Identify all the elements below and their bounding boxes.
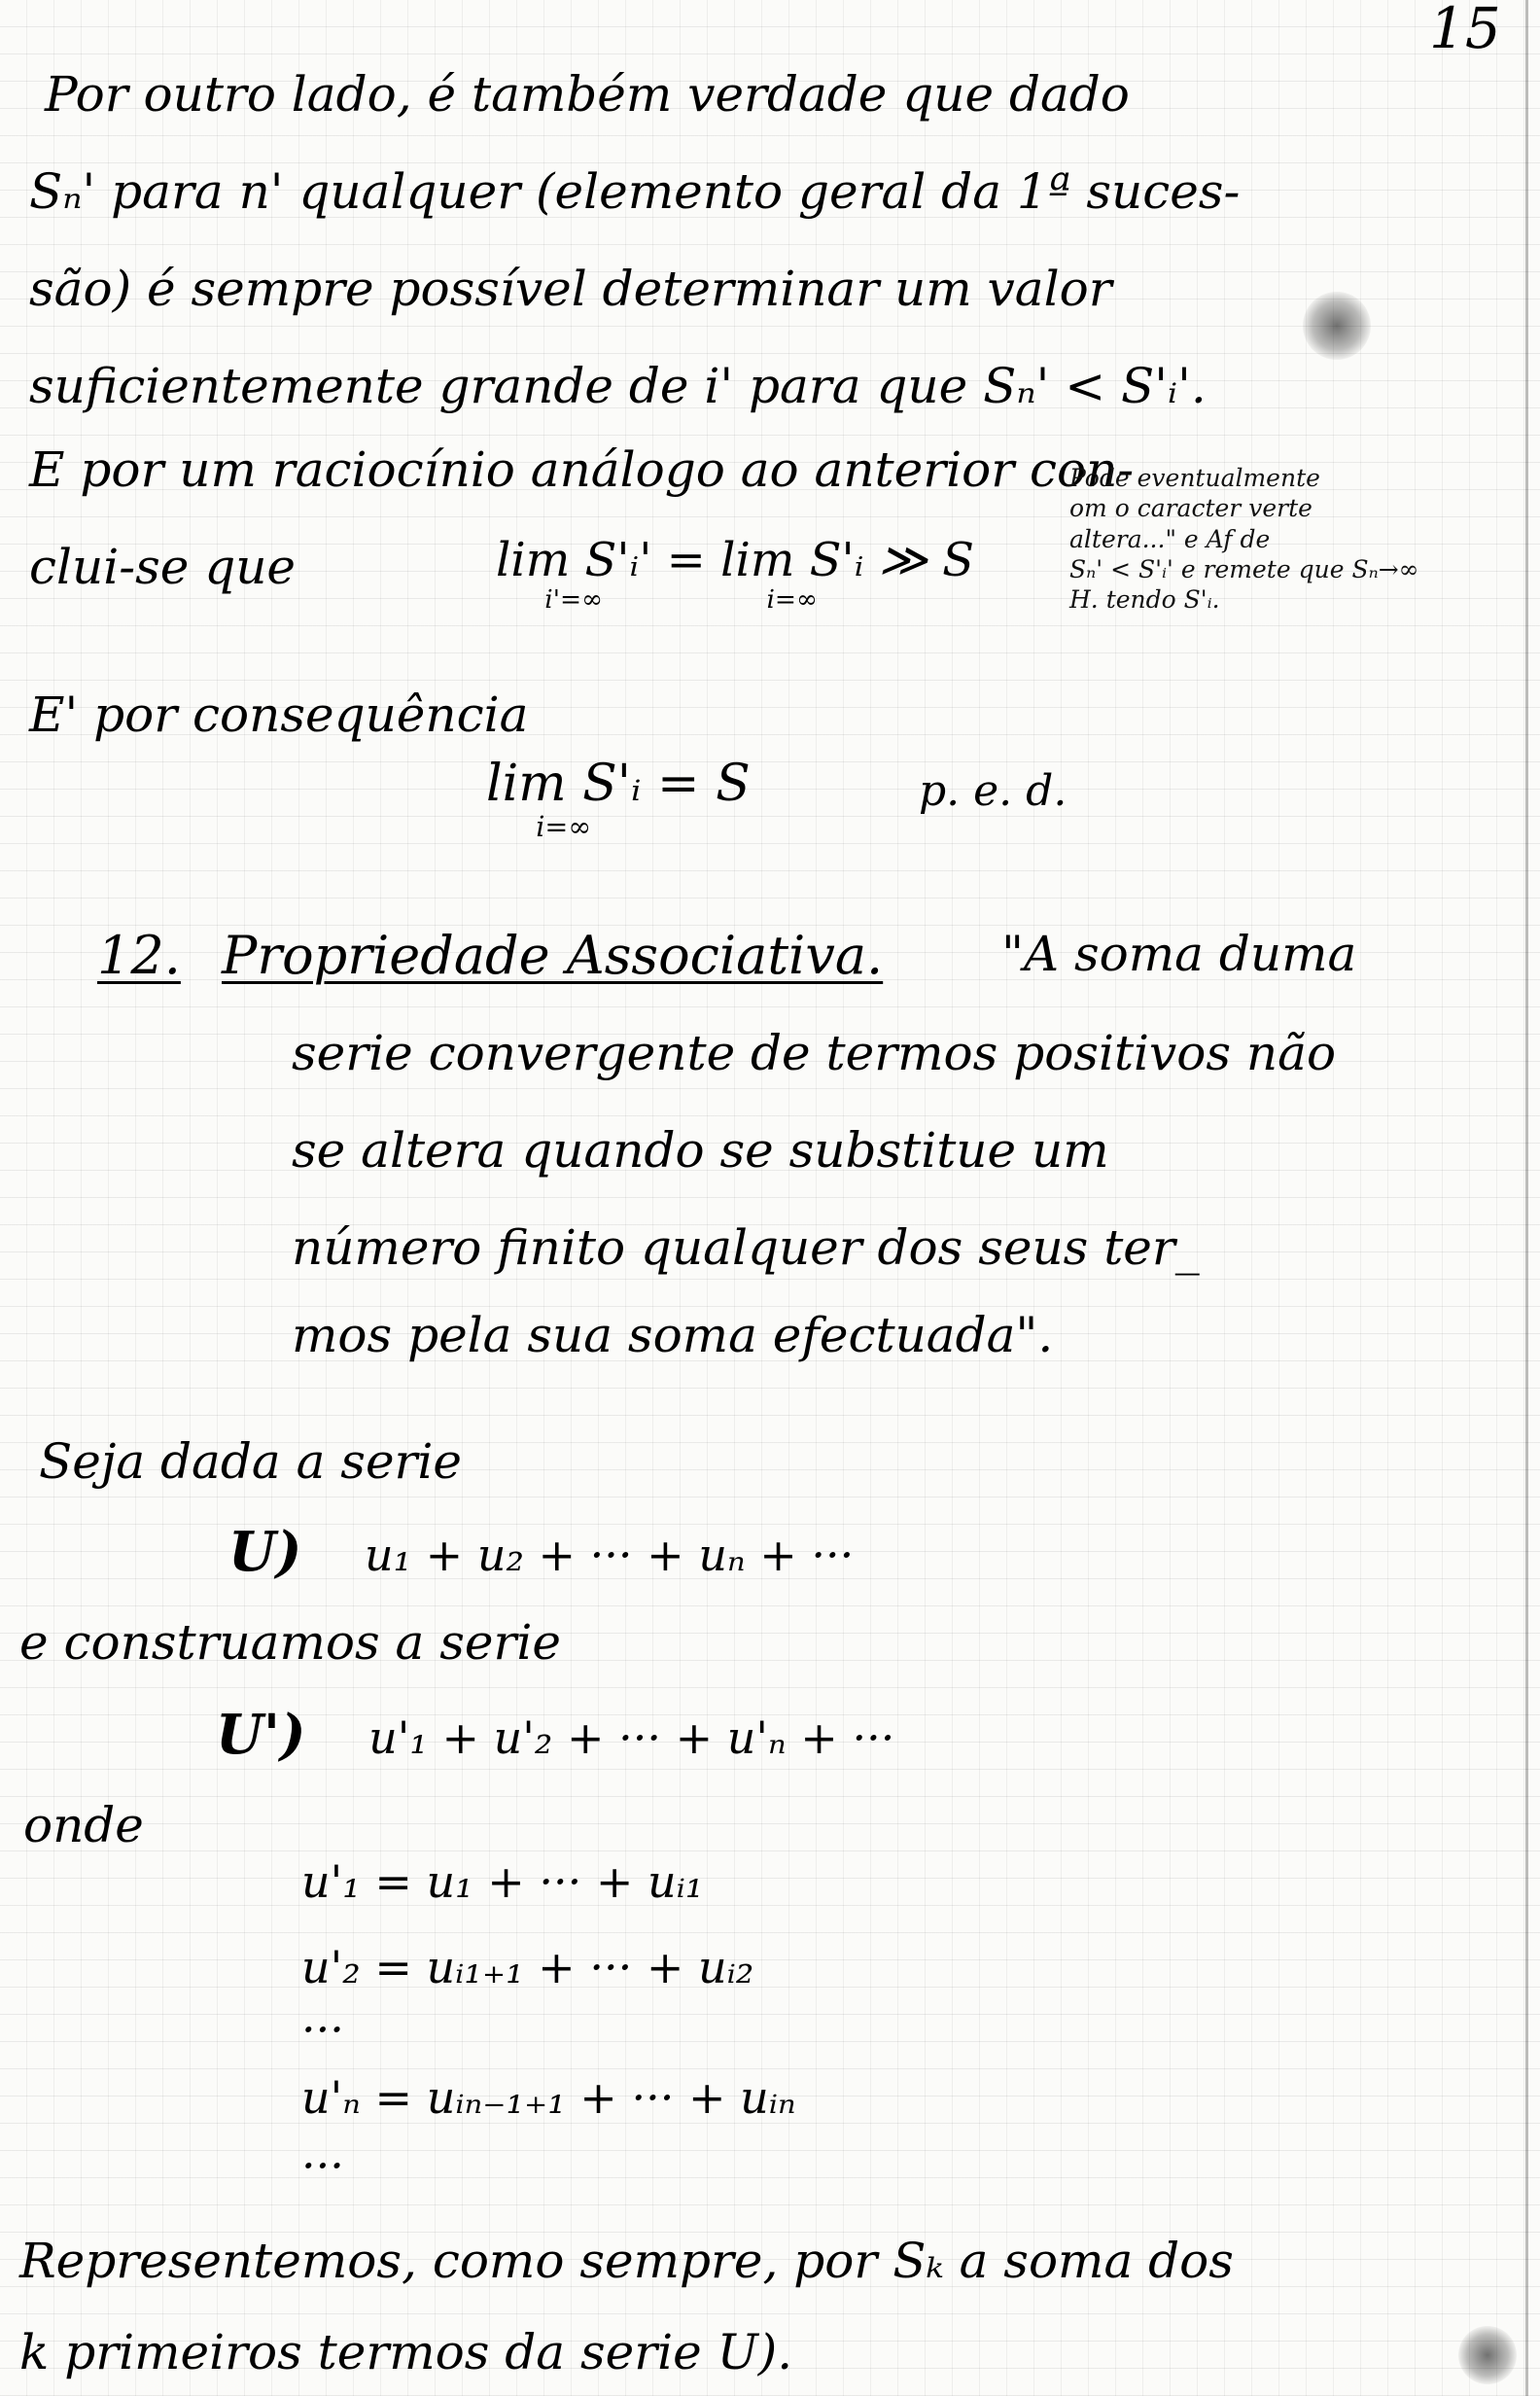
definition-2: u'₂ = uᵢ₁₊₁ + ··· + uᵢ₂ xyxy=(301,1941,754,1993)
section-statement-line-5: mos pela sua soma efectuada". xyxy=(292,1307,1054,1363)
section-statement-line-4: número finito qualquer dos seus ter_ xyxy=(292,1219,1200,1276)
limit-relation xyxy=(496,533,975,615)
series-u-prime xyxy=(216,1703,895,1767)
section-statement-line-3: se altera quando se substitue um xyxy=(292,1122,1109,1179)
final-limit xyxy=(486,755,751,843)
ink-stain xyxy=(1303,292,1371,360)
paragraph1-line-2: Sₙ' para n' qualquer (elemento geral da 1ª suces- xyxy=(29,163,1241,220)
definition-1: u'₁ = u₁ + ··· + uᵢ₁ xyxy=(301,1855,704,1908)
limit-equals: = xyxy=(666,533,706,587)
section-title: Propriedade Associativa. xyxy=(222,925,884,986)
paragraph1-line-1: Por outro lado, é também verdade que dado xyxy=(45,66,1130,123)
series-u-terms: u₁ + u₂ + ··· + uₙ + ··· xyxy=(364,1529,855,1581)
series-u-name: U) xyxy=(228,1520,302,1584)
where-label: onde xyxy=(23,1797,144,1853)
definition-ellipsis-2: ··· xyxy=(301,2139,344,2192)
paragraph1-line-6: clui-se que xyxy=(29,539,297,595)
paragraph1-line-3: são) é sempre possível determinar um valor xyxy=(29,261,1112,317)
series-u xyxy=(228,1520,855,1584)
definition-n: u'ₙ = uᵢₙ₋₁₊₁ + ··· + uᵢₙ xyxy=(301,2071,796,2124)
definition-ellipsis-1: ··· xyxy=(301,2003,344,2056)
limit-rhs: lim S'ᵢ i=∞ xyxy=(720,533,864,615)
closing-line-1: Representemos, como sempre, por Sₖ a soma dos xyxy=(19,2233,1234,2289)
given-intro: Seja dada a serie xyxy=(39,1433,463,1490)
limit-lhs: lim S'ᵢ' i'=∞ xyxy=(496,533,652,615)
section-number: 12. xyxy=(97,925,181,986)
construct-intro: e construamos a serie xyxy=(19,1614,561,1671)
closing-line-2: k primeiros termos da serie U). xyxy=(19,2324,793,2380)
final-limit-equals: = S xyxy=(657,755,751,813)
series-u-prime-terms: u'₁ + u'₂ + ··· + u'ₙ + ··· xyxy=(368,1711,895,1764)
conclusion-intro: E' por consequência xyxy=(29,687,529,743)
page-edge-line xyxy=(1525,0,1528,2396)
ink-stain-corner xyxy=(1458,2326,1517,2384)
section-statement-line-1: "A soma duma xyxy=(1001,926,1357,982)
final-limit-lim: lim S'ᵢ i=∞ xyxy=(486,755,642,843)
limit-relation-sign: ≫ S xyxy=(878,533,975,587)
qed-mark: p. e. d. xyxy=(919,766,1068,816)
page-number: 15 xyxy=(1429,0,1501,61)
margin-note: Pode eventualmente om o caracter verte altera..." e Af de Sₙ' < S'ᵢ' e remete que Sₙ→∞ H. tendo S'ᵢ. xyxy=(1069,464,1419,614)
section-statement-line-2: serie convergente de termos positivos não xyxy=(292,1025,1337,1081)
paragraph1-line-5: E por um raciocínio análogo ao anterior con- xyxy=(29,441,1135,498)
paragraph1-line-4: suficientemente grande de i' para que Sₙ' < S'ᵢ'. xyxy=(29,358,1207,414)
series-u-prime-name: U') xyxy=(216,1703,306,1767)
